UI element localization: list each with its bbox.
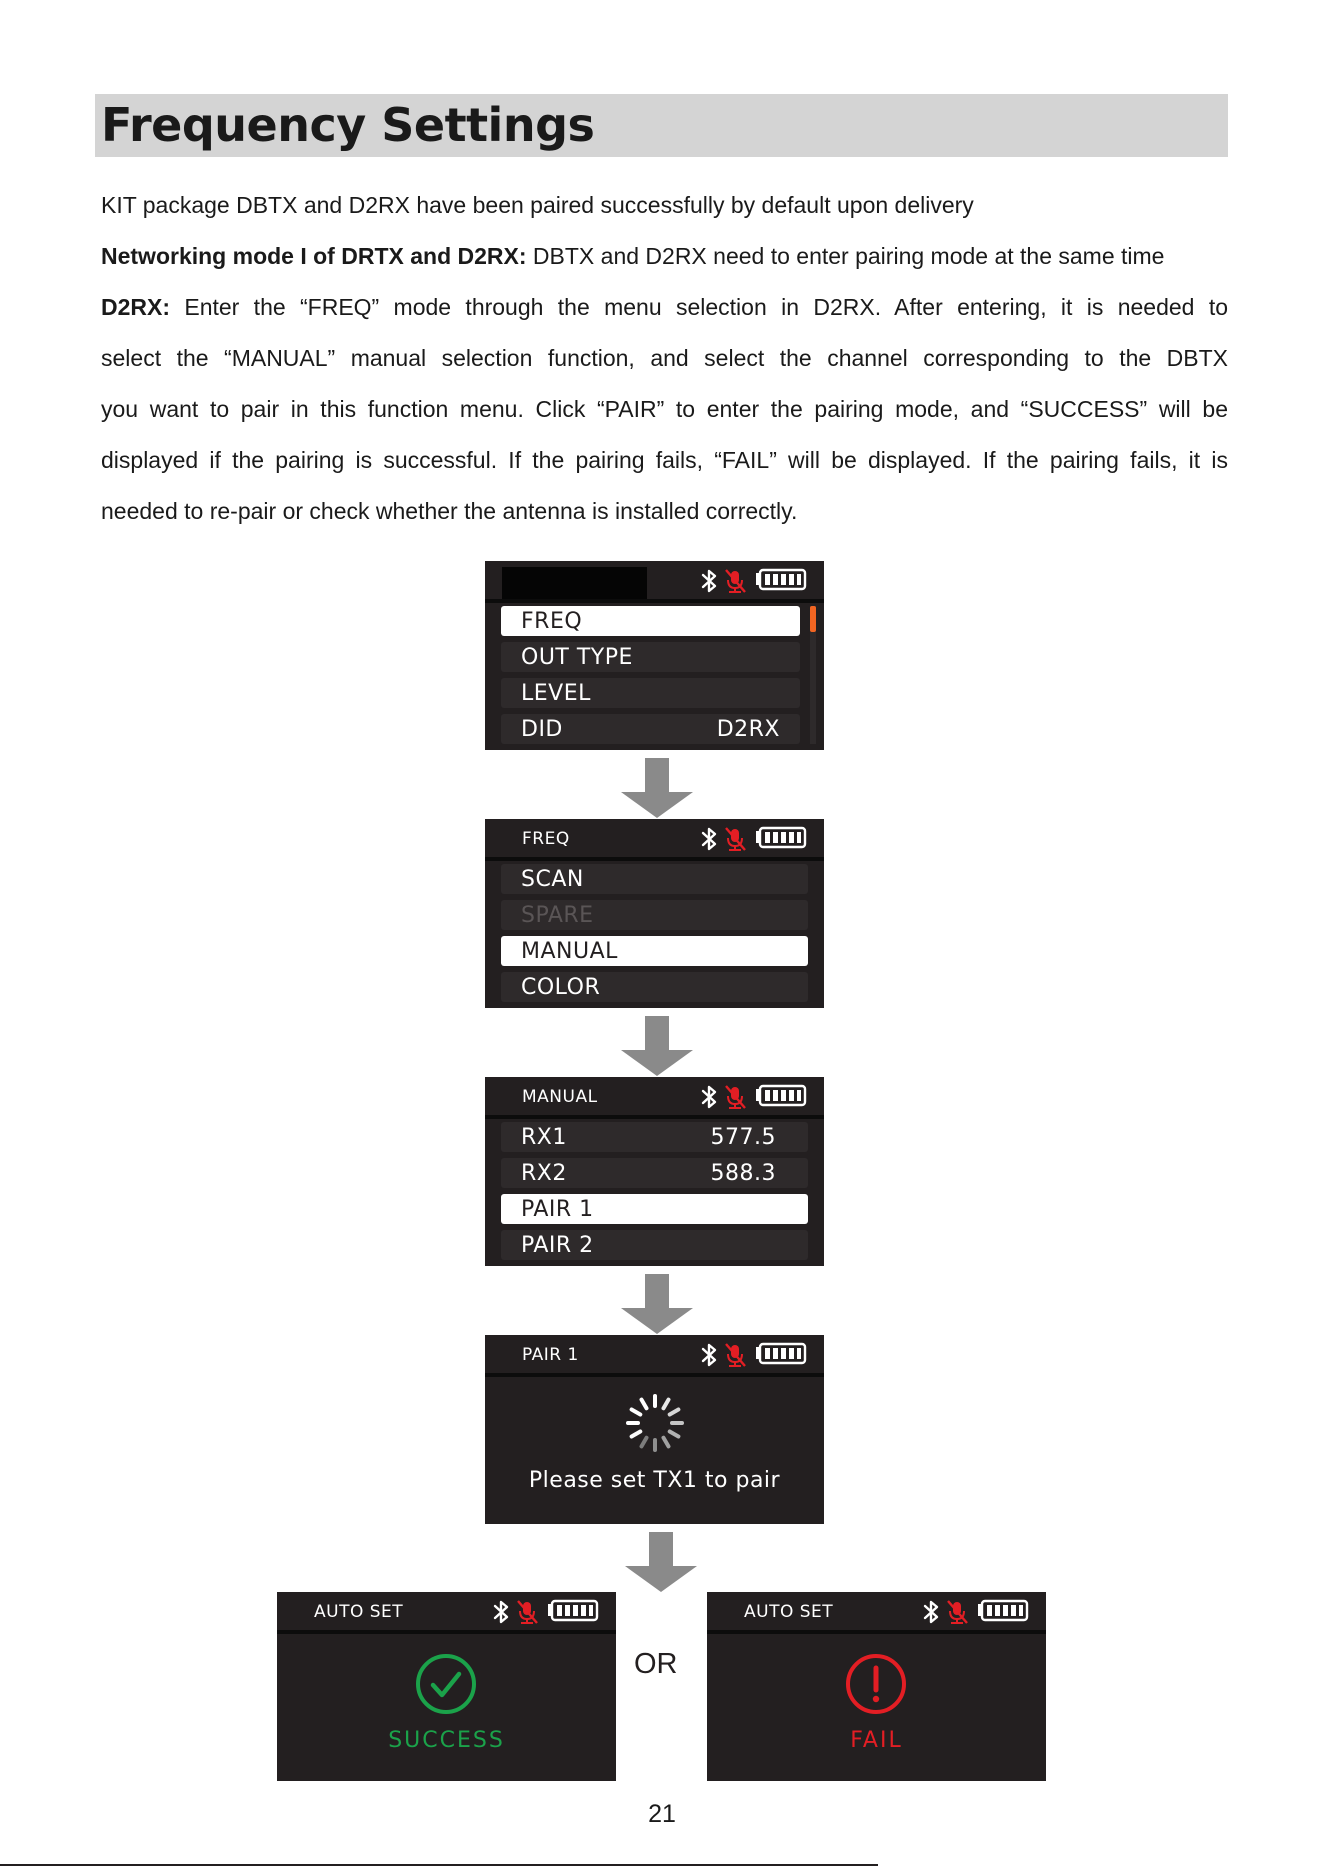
mic-muted-icon — [726, 1086, 745, 1108]
bluetooth-icon — [703, 1345, 715, 1365]
screen-title: AUTO SET — [314, 1602, 404, 1622]
bluetooth-icon — [703, 1087, 715, 1107]
battery-icon — [978, 1601, 1027, 1620]
battery-icon — [756, 570, 805, 589]
mic-muted-icon — [518, 1601, 537, 1623]
screen-freq-menu — [485, 819, 824, 1008]
menu-item-label: MANUAL — [521, 939, 618, 964]
screen-header — [277, 1592, 616, 1634]
networking-text: DBTX and D2RX need to enter pairing mode at the same time — [526, 243, 1165, 269]
status-icons — [700, 568, 810, 594]
screen-main-menu — [485, 561, 824, 750]
status-icon-group — [700, 1084, 810, 1110]
bluetooth-icon — [703, 829, 715, 849]
down-arrow-icon — [625, 1532, 697, 1592]
menu-item-pair-2[interactable] — [501, 1230, 808, 1260]
status-icons — [922, 1599, 1032, 1625]
screen-header — [707, 1592, 1046, 1634]
menu-item-label: PAIR 2 — [521, 1233, 594, 1258]
channel-rx1[interactable] — [501, 1122, 808, 1152]
status-icons — [700, 1342, 810, 1368]
intro-paragraph: KIT package DBTX and D2RX have been paired successfully by default upon delivery — [101, 192, 974, 218]
screen-success — [277, 1592, 616, 1781]
menu-item-label: OUT TYPE — [521, 645, 633, 670]
mic-muted-icon — [726, 570, 745, 592]
d2rx-label: D2RX: — [101, 294, 171, 320]
menu-item-level[interactable] — [501, 678, 800, 708]
screen-pairing — [485, 1335, 824, 1524]
menu-item-color[interactable] — [501, 972, 808, 1002]
footer-divider — [0, 1864, 878, 1866]
battery-icon — [548, 1601, 597, 1620]
status-icon-group — [922, 1599, 1032, 1625]
pairing-message: Please set TX1 to pair — [528, 1468, 781, 1493]
menu-item-manual[interactable] — [501, 936, 808, 966]
success-check-icon — [415, 1653, 477, 1715]
channel-label: RX2 — [521, 1161, 567, 1186]
status-icons — [700, 826, 810, 852]
channel-rx2[interactable] — [501, 1158, 808, 1188]
scrollbar-thumb[interactable] — [810, 606, 816, 632]
d2rx-line-3: you want to pair in this function menu. Click “PAIR” to enter the pairing mode, and “SUCCESS” will be — [101, 396, 1228, 422]
or-label: OR — [634, 1648, 678, 1680]
menu-item-label: DID — [521, 717, 563, 742]
menu-item-label: COLOR — [521, 975, 601, 1000]
d2rx-line-2: select the “MANUAL” manual selection function, and select the channel corresponding to the DBTX — [101, 345, 1228, 371]
error-exclamation-icon — [845, 1653, 907, 1715]
scrollbar[interactable] — [810, 606, 816, 744]
menu-item-pair-1[interactable] — [501, 1194, 808, 1224]
bluetooth-icon — [925, 1602, 937, 1622]
menu-item-did[interactable] — [501, 714, 800, 744]
menu-item-value: D2RX — [716, 717, 780, 742]
page-number: 21 — [648, 1800, 676, 1828]
mic-muted-icon — [726, 828, 745, 850]
status-icon-group — [700, 568, 810, 594]
screen-title: MANUAL — [522, 1087, 598, 1107]
screen-title: PAIR 1 — [522, 1345, 579, 1365]
title-bar — [95, 94, 1228, 157]
down-arrow-icon — [621, 1016, 693, 1076]
success-status: SUCCESS — [388, 1728, 505, 1753]
screen-header — [485, 1077, 824, 1119]
screen-title: AUTO SET — [744, 1602, 834, 1622]
loading-spinner-icon — [622, 1390, 688, 1456]
battery-icon — [756, 828, 805, 847]
menu-item-label: LEVEL — [521, 681, 591, 706]
d2rx-line-4: displayed if the pairing is successful. If the pairing fails, “FAIL” will be displayed. If the pairing fails, it is — [101, 447, 1228, 473]
menu-item-label: PAIR 1 — [521, 1197, 594, 1222]
status-icons — [700, 1084, 810, 1110]
fail-status: FAIL — [850, 1728, 903, 1753]
networking-label: Networking mode I of DRTX and D2RX: — [101, 243, 527, 269]
menu-item-label: SCAN — [521, 867, 584, 892]
page-title: Frequency Settings — [101, 98, 595, 152]
screen-fail — [707, 1592, 1046, 1781]
title-area — [502, 567, 647, 599]
menu-item-scan[interactable] — [501, 864, 808, 894]
d2rx-line-5: needed to re-pair or check whether the antenna is installed correctly. — [101, 498, 798, 524]
status-icon-group — [492, 1599, 602, 1625]
bluetooth-icon — [495, 1602, 507, 1622]
networking-paragraph — [101, 243, 1251, 270]
screen-title: FREQ — [522, 829, 570, 849]
mic-muted-icon — [726, 1344, 745, 1366]
d2rx-line-1 — [101, 294, 1228, 321]
battery-icon — [756, 1344, 805, 1363]
status-icons — [492, 1599, 602, 1625]
bluetooth-icon — [703, 571, 715, 591]
status-icon-group — [700, 1342, 810, 1368]
channel-label: RX1 — [521, 1125, 567, 1150]
channel-frequency: 588.3 — [710, 1161, 776, 1186]
screen-header — [485, 1335, 824, 1377]
screen-header — [485, 819, 824, 861]
d2rx-line-1-text: Enter the “FREQ” mode through the menu selection in D2RX. After entering, it is needed to — [170, 294, 1228, 320]
status-icon-group — [700, 826, 810, 852]
screen-manual-menu — [485, 1077, 824, 1266]
channel-frequency: 577.5 — [710, 1125, 776, 1150]
mic-muted-icon — [948, 1601, 967, 1623]
down-arrow-icon — [621, 1274, 693, 1334]
menu-item-spare[interactable] — [501, 900, 808, 930]
menu-item-freq[interactable] — [501, 606, 800, 636]
battery-icon — [756, 1086, 805, 1105]
menu-item-label: SPARE — [521, 903, 594, 928]
screen-header — [485, 561, 824, 603]
menu-item-out-type[interactable] — [501, 642, 800, 672]
down-arrow-icon — [621, 758, 693, 818]
menu-item-label: FREQ — [521, 609, 583, 634]
